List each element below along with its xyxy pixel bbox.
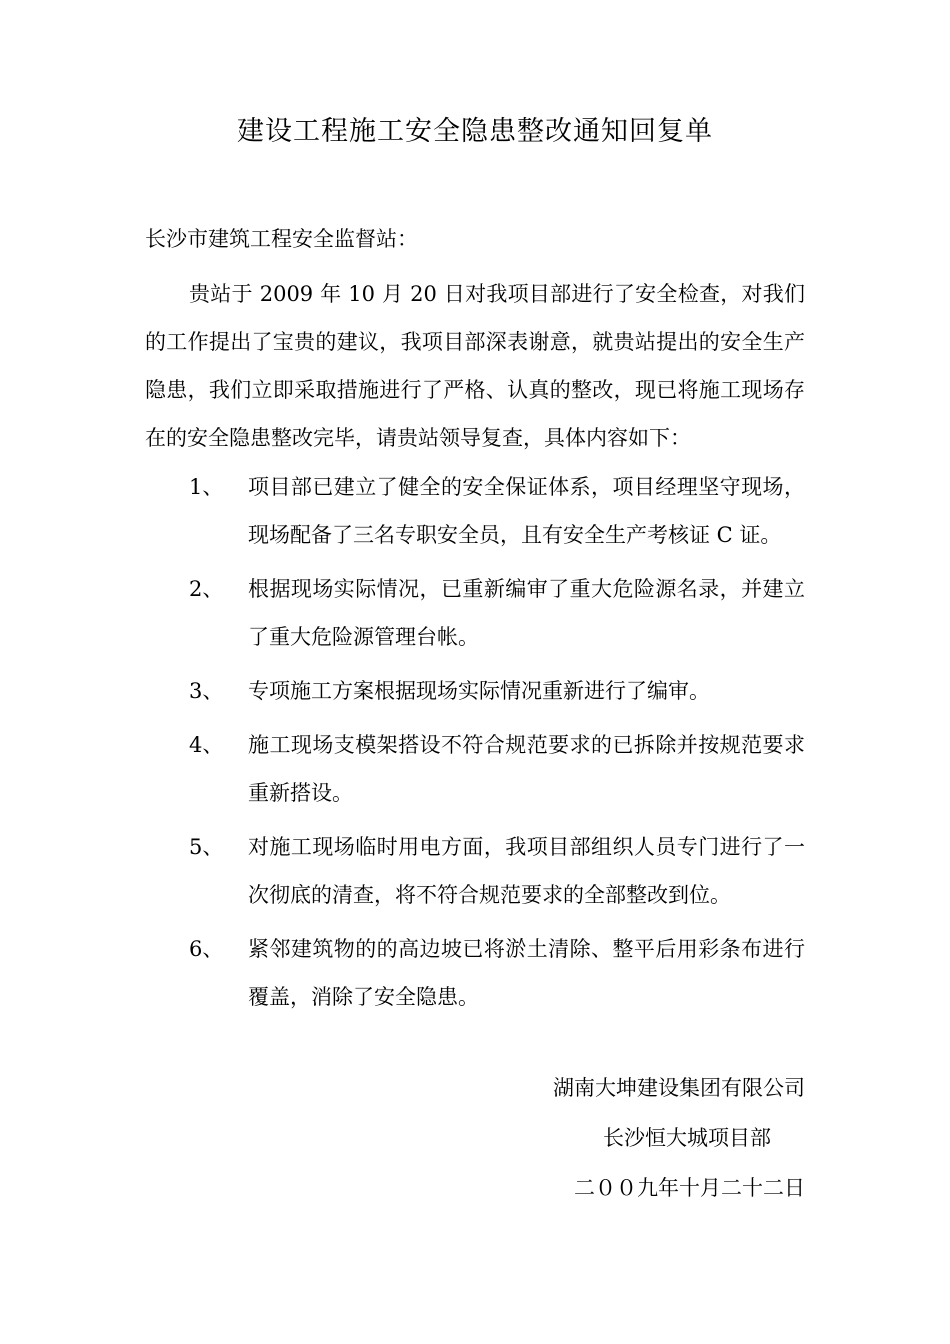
list-item-text: 根据现场实际情况，已重新编审了重大危险源名录，并建立了重大危险源管理台帐。 xyxy=(248,577,805,649)
list-item-text: 专项施工方案根据现场实际情况重新进行了编审。 xyxy=(248,679,710,703)
list-item-number: 6、 xyxy=(189,937,224,961)
list-item-text: 紧邻建筑物的的高边坡已将淤土清除、整平后用彩条布进行覆盖，消除了安全隐患。 xyxy=(248,937,805,1009)
rectification-list xyxy=(145,463,805,1027)
list-item xyxy=(145,667,805,715)
addressee: 长沙市建筑工程安全监督站： xyxy=(145,227,418,251)
signature-company: 湖南大坤建设集团有限公司 xyxy=(553,1076,805,1100)
list-item-text: 对施工现场临时用电方面，我项目部组织人员专门进行了一次彻底的清查，将不符合规范要求的全部整改到位。 xyxy=(248,835,805,907)
list-item xyxy=(145,721,805,817)
list-item-text: 项目部已建立了健全的安全保证体系，项目经理坚守现场，现场配备了三名专职安全员，且有安全生产考核证 C 证。 xyxy=(248,475,805,547)
intro-paragraph: 贵站于 2009 年 10 月 20 日对我项目部进行了安全检查，对我们的工作提出了宝贵的建议，我项目部深表谢意，就贵站提出的安全生产隐患，我们立即采取措施进行了严格、认真的整改，现已将施工现场存在的安全隐患整改完毕，请贵站领导复查，具体内容如下： xyxy=(145,282,805,450)
list-item-number: 2、 xyxy=(189,577,224,601)
signature-block xyxy=(553,1063,805,1213)
signature-date: 二００九年十月二十二日 xyxy=(574,1176,805,1200)
list-item-text: 施工现场支模架搭设不符合规范要求的已拆除并按规范要求重新搭设。 xyxy=(248,733,805,805)
list-item xyxy=(145,925,805,1021)
list-item-number: 5、 xyxy=(189,835,224,859)
list-item-number: 3、 xyxy=(189,679,224,703)
list-item-number: 1、 xyxy=(189,475,224,499)
list-item xyxy=(145,463,805,559)
list-item xyxy=(145,823,805,919)
list-item-number: 4、 xyxy=(189,733,224,757)
list-item xyxy=(145,565,805,661)
document-title: 建设工程施工安全隐患整改通知回复单 xyxy=(237,116,713,147)
signature-project: 长沙恒大城项目部 xyxy=(603,1126,771,1150)
